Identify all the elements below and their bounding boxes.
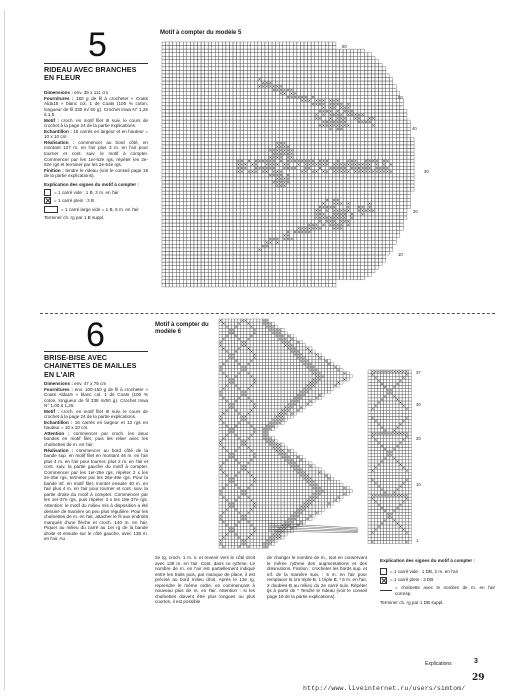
chart5-row-number: 60 <box>342 44 347 49</box>
model-6-paragraph: Echantillon : 16 carrés en largeur et 13 rgs en hauteur = 10 x 10 cm. <box>44 419 148 431</box>
model-6-paragraph: Réalisation : commencer au bord côté de la bande sup. en motif filet en montant 46 m. en l'air plus 4 m. en l'air pour tourner, plus 2 m. en l'air et cont. suiv. la partie gauche du motif à compter. Commencer par les 1er-25e rgs, répéter 2 x les 2e-25e rgs, terminer par les 26e-49e rgs. Pour la bande inf. en motif filet, monter ensuite 40 m. en l'air plus 4 m. en l'air pour tourner et cont. suiv. la partie droite du motif à compter. Commencer par les 1er-37e rgs, puis répéter 3 x les 18e-37e rgs. Attention: le motif du milieu mis à disposition a été dessiné de manière un peu plus régulière. Pour les chaînettes de m. en l'air, attacher le fil aux endroits marqués d'une flèche et croch. 140 m. en l'air. Piquer au milieu du carré au 1er rg de la bande droite et ensuite sur le côté gauche, avec 138 m. en l'air. Au <box>44 447 148 542</box>
filled-square-icon <box>44 197 51 204</box>
model-6-heading: BRISE-BISE AVEC CHAINETTES DE MAILLES EN L'AIR <box>44 351 148 379</box>
model-6-right-band-chart <box>366 368 456 543</box>
model-5-filet-chart <box>160 40 435 295</box>
model-6-paragraph: Attention : commencer par croch. les deux bandes en motif filet, puis les relier avec les chaînettes de m. en l'air. <box>44 430 148 448</box>
model-5-paragraph: Finition : tendre le rideau (voir le conseil page 19 de la partie explications). <box>44 167 149 179</box>
model-number-5: 5 <box>88 26 107 64</box>
chart6b-row-number: 37 <box>416 370 421 375</box>
chart5-row-number: 50 <box>398 95 403 100</box>
model-6-instructions <box>44 381 148 542</box>
legend-filled-square: = 1 carré plein : 3 B <box>44 197 148 204</box>
model-5-paragraph: Fournitures : 150 g de fil à crocheter « Coats Alda15 » blanc col. 1 de Coats (100 % coton, longueur de fil 330 m/ 50 g). Crochet Inwa N° 1,25 à 1,5. <box>44 95 148 118</box>
wide-square-icon <box>44 206 58 213</box>
chart5-cells <box>162 42 414 287</box>
chart5-row-number: 30 <box>424 169 429 174</box>
model-6-text-continued-2: de changer le nombre de m., tout en conservant le même rythme des augmentations et des diminutions. Finition : crocheter les bords sup. et inf. de la manière suiv. : 5 m. en l'air pour remplacer la 1re triple B, 1 triple B, * 6 m. en l'air, 2 doubles-B au milieu du 2e carré suiv. Répéter tjs à partir de * Tendre le rideau (voir le conseil page 19 de la partie explications). <box>267 555 367 599</box>
chart6b-row-number: 10 <box>416 482 421 487</box>
chart5-row-number: 10 <box>398 252 403 257</box>
model-5-paragraph: Réalisation : commencer au bord côté, en montant 127 m. en l'air plus 3 m. en l'air pour tourner et cont. suiv. le motif à compter. Commencer par les 1er-62e rgs, répéter les 2e-62e rgs et terminer par les 2e-54e rgs. <box>44 139 148 168</box>
legend-empty-square: = 1 carré vide : 1 B, 2 m. en l'air <box>44 189 148 196</box>
legend6-empty-square: = 1 carré vide : 1 DB, 2 m. en l'air <box>380 568 495 575</box>
chart6b-row-number: 30 <box>416 402 421 407</box>
page-left-edge <box>4 10 5 690</box>
model-6-paragraph: Dimensions : env. 47 x 75 cm <box>44 381 107 386</box>
empty-square-icon <box>44 189 51 196</box>
legend-wide-square: = 1 carré large vide = 1 B, 5 m. en l'air <box>44 206 148 213</box>
model-5-chart-title: Motif à compter du modèle 5 <box>160 30 242 36</box>
legend6-filled-square: = 1 carré plein : 3 DB <box>380 577 495 584</box>
chart6b-row-number: 20 <box>416 436 421 441</box>
model-5-paragraph: Echantillon : 16 carrés en largeur et en hauteur = 10 x 10 cm. <box>44 128 149 140</box>
chart5-row-number: 20 <box>413 209 418 214</box>
chart6b-cells <box>368 370 411 544</box>
source-watermark: http://www.liveinternet.ru/users/simtom/ <box>303 685 466 692</box>
model-number-6: 6 <box>86 316 105 354</box>
model-6-text-continued-1: 2e rg, croch. 1 m. s. et revenir vers le côté droit avec 138 m. en l'air. Cont. dans ce rythme. Le nombre de m. en l'air est partiellement indiqué entre les traits puis, par manque de place, il est précisé au bord milieu droit. Après le 13e rg, reprendre le même ordre, en commençant à nouveau plus de m. en l'air. Attention : si les chaînettes doivent être plus longues ou plus courtes, il est possible <box>155 555 255 605</box>
model-5-legend-title: Explication des signes du motif à compter : <box>44 181 139 187</box>
model-6-legend <box>380 555 495 610</box>
model-6-legend-title: Explication des signes du motif à compter : <box>380 558 475 563</box>
legend6-chain: = chaînette avec le nombre de m. en l'air corresp. <box>380 585 495 596</box>
model-5-heading: RIDEAU AVEC BRANCHES EN FLEUR <box>44 63 148 83</box>
model-6-left-band-chart <box>218 318 358 550</box>
empty-square-icon <box>380 568 387 575</box>
model-6-closing: Terminer ch. rg par 1 DB suppl. <box>380 600 444 606</box>
model-6-paragraph: Fournitures : env. 100-150 g de fil à crocheter « Coats Alda15 » blanc col. 1 de Coats (100 % coton, longueur de fil 338 m/50 g). Crochet Inwa N° 1,00 à 1,25. <box>44 386 148 409</box>
section-divider <box>40 313 495 314</box>
corner-page-mark: 29 <box>472 673 485 683</box>
model-5-instructions <box>44 90 148 220</box>
footer-page-number: 3 <box>474 658 478 665</box>
model-5-paragraph: Motif : croch. en motif filet III suiv. le cours de crochet à la page 24 de la partie explications. <box>44 117 148 129</box>
chain-stitch-icon <box>380 589 392 593</box>
chart6a-cells <box>219 319 352 548</box>
filled-square-icon <box>380 577 387 584</box>
chart6b-row-number: 1 <box>416 538 419 543</box>
footer-section-label: Explications <box>425 661 452 667</box>
chart5-row-number: 40 <box>412 126 417 131</box>
model-5-paragraph: Dimensions : env. 39 x 111 cm <box>44 90 109 95</box>
model-6-paragraph: Motif : croch. en motif filet III suiv. le cours de crochet à la page 24 de la partie explications. <box>44 408 148 420</box>
model-6-chart-title: Motif à compter du modèle 6 <box>155 322 209 335</box>
model-5-closing: Terminer ch. rg par 1 B suppl. <box>44 214 105 220</box>
